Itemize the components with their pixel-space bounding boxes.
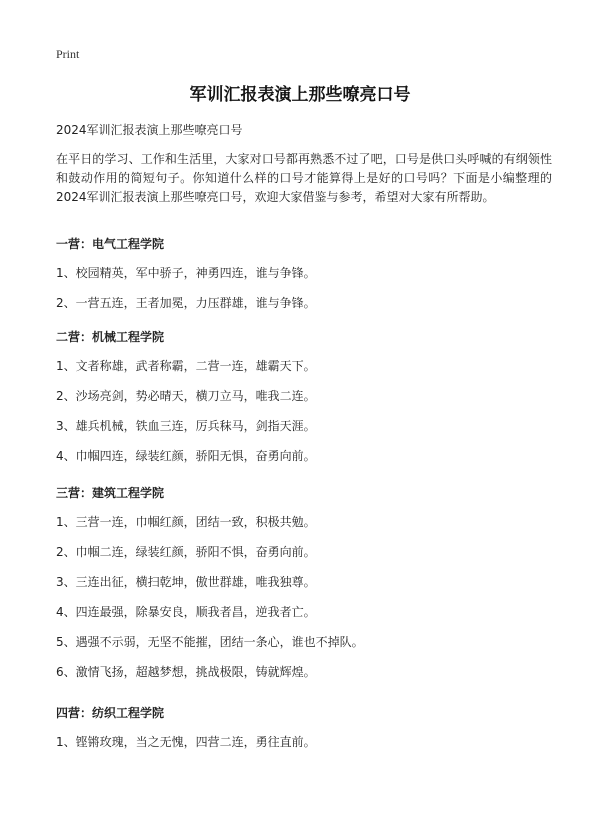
slogan-item: 1、校园精英，军中骄子，神勇四连，谁与争锋。 xyxy=(56,266,316,280)
slogan-item: 4、四连最强，除暴安良，顺我者昌，逆我者亡。 xyxy=(56,605,316,619)
slogan-item: 2、巾帼二连，绿装红颜，骄阳不惧，奋勇向前。 xyxy=(56,545,316,559)
print-link[interactable]: Print xyxy=(56,47,80,61)
slogan-item: 1、文者称雄，武者称霸，二营一连，雄霸天下。 xyxy=(56,359,316,373)
slogan-item: 3、雄兵机械，铁血三连，厉兵秣马，剑指天涯。 xyxy=(56,419,316,433)
slogan-item: 5、遇强不示弱，无坚不能摧，团结一条心，谁也不掉队。 xyxy=(56,635,364,649)
section-battalion-1 xyxy=(56,234,556,313)
slogan-item: 3、三连出征，横扫乾坤，傲世群雄，唯我独尊。 xyxy=(56,575,316,589)
section-battalion-4 xyxy=(56,703,556,752)
section-heading: 二营：机械工程学院 xyxy=(56,330,165,344)
section-heading: 一营：电气工程学院 xyxy=(56,237,165,251)
slogan-item: 6、激情飞扬，超越梦想，挑战极限，铸就辉煌。 xyxy=(56,665,316,679)
slogan-item: 4、巾帼四连，绿装红颜，骄阳无惧，奋勇向前。 xyxy=(56,449,316,463)
intro-paragraph: 在平日的学习、工作和生活里，大家对口号都再熟悉不过了吧，口号是供口头呼喊的有纲领性和鼓动作用的简短句子。你知道什么样的口号才能算得上是好的口号吗？下面是小编整理的2024军训汇报表演上那些嘹亮口号，欢迎大家借鉴与参考，希望对大家有所帮助。 xyxy=(56,152,552,204)
section-battalion-3 xyxy=(56,483,556,682)
page-title: 军训汇报表演上那些嘹亮口号 xyxy=(189,85,411,105)
slogan-item: 2、沙场亮剑，势必晴天，横刀立马，唯我二连。 xyxy=(56,389,316,403)
slogan-item: 1、三营一连，巾帼红颜，团结一致，积极共勉。 xyxy=(56,515,316,529)
section-heading: 三营：建筑工程学院 xyxy=(56,486,165,500)
slogan-item: 1、铿锵玫瑰，当之无愧，四营二连，勇往直前。 xyxy=(56,735,316,749)
article-subtitle: 2024军训汇报表演上那些嘹亮口号 xyxy=(56,123,243,137)
section-heading: 四营：纺织工程学院 xyxy=(56,706,165,720)
section-battalion-2 xyxy=(56,327,556,466)
slogan-item: 2、一营五连，王者加冕，力压群雄，谁与争锋。 xyxy=(56,296,316,310)
